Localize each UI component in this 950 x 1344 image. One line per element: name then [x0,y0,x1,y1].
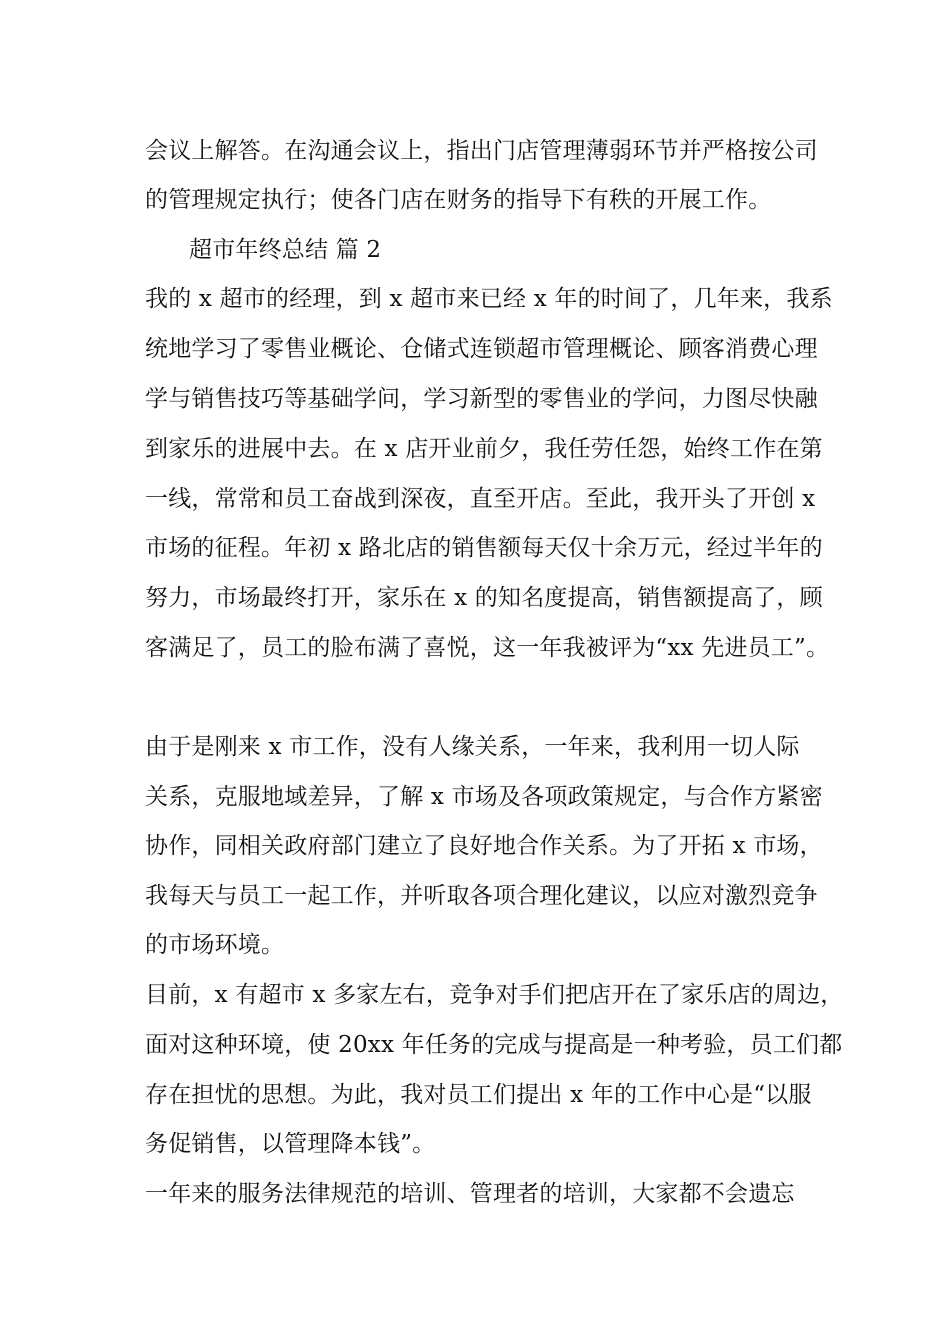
section-heading: 超市年终总结 篇 2 [189,237,382,263]
text-line: 我每天与员工一起工作，并听取各项合理化建议，以应对激烈竞争 [145,883,818,909]
text-line: 统地学习了零售业概论、仓储式连锁超市管理概论、顾客消费心理 [145,336,818,362]
text-line: 我的 x 超市的经理，到 x 超市来已经 x 年的时间了，几年来，我系 [145,286,833,312]
text-line: 一线，常常和员工奋战到深夜，直至开店。至此，我开头了开创 x [145,486,816,512]
text-line: 学与销售技巧等基础学问，学习新型的零售业的学问，力图尽快融 [145,386,818,412]
text-line: 到家乐的进展中去。在 x 店开业前夕，我任劳任怨，始终工作在第 [145,436,823,462]
text-line: 的管理规定执行；使各门店在财务的指导下有秩的开展工作。 [145,187,772,213]
text-line: 客满足了，员工的脸布满了喜悦，这一年我被评为“xx 先进员工”。 [145,635,830,661]
text-line: 务促销售，以管理降本钱”。 [145,1131,436,1157]
text-line: 关系，克服地域差异，了解 x 市场及各项政策规定，与合作方紧密 [145,784,823,810]
text-line: 由于是刚来 x 市工作，没有人缘关系，一年来，我利用一切人际 [145,734,800,760]
text-line: 面对这种环境，使 20xx 年任务的完成与提高是一种考验，员工们都 [145,1032,843,1058]
text-line: 目前，x 有超市 x 多家左右，竞争对手们把店开在了家乐店的周边， [145,982,844,1008]
text-line: 协作，同相关政府部门建立了良好地合作关系。为了开拓 x 市场， [145,833,823,859]
text-line: 会议上解答。在沟通会议上，指出门店管理薄弱环节并严格按公司 [145,138,818,164]
text-line: 的市场环境。 [145,932,285,958]
text-line: 努力，市场最终打开，家乐在 x 的知名度提高，销售额提高了，顾 [145,585,823,611]
text-line: 市场的征程。年初 x 路北店的销售额每天仅十余万元，经过半年的 [145,535,823,561]
text-line: 存在担忧的思想。为此，我对员工们提出 x 年的工作中心是“以服 [145,1082,812,1108]
text-line: 一年来的服务法律规范的培训、管理者的培训，大家都不会遗忘 [145,1181,795,1207]
